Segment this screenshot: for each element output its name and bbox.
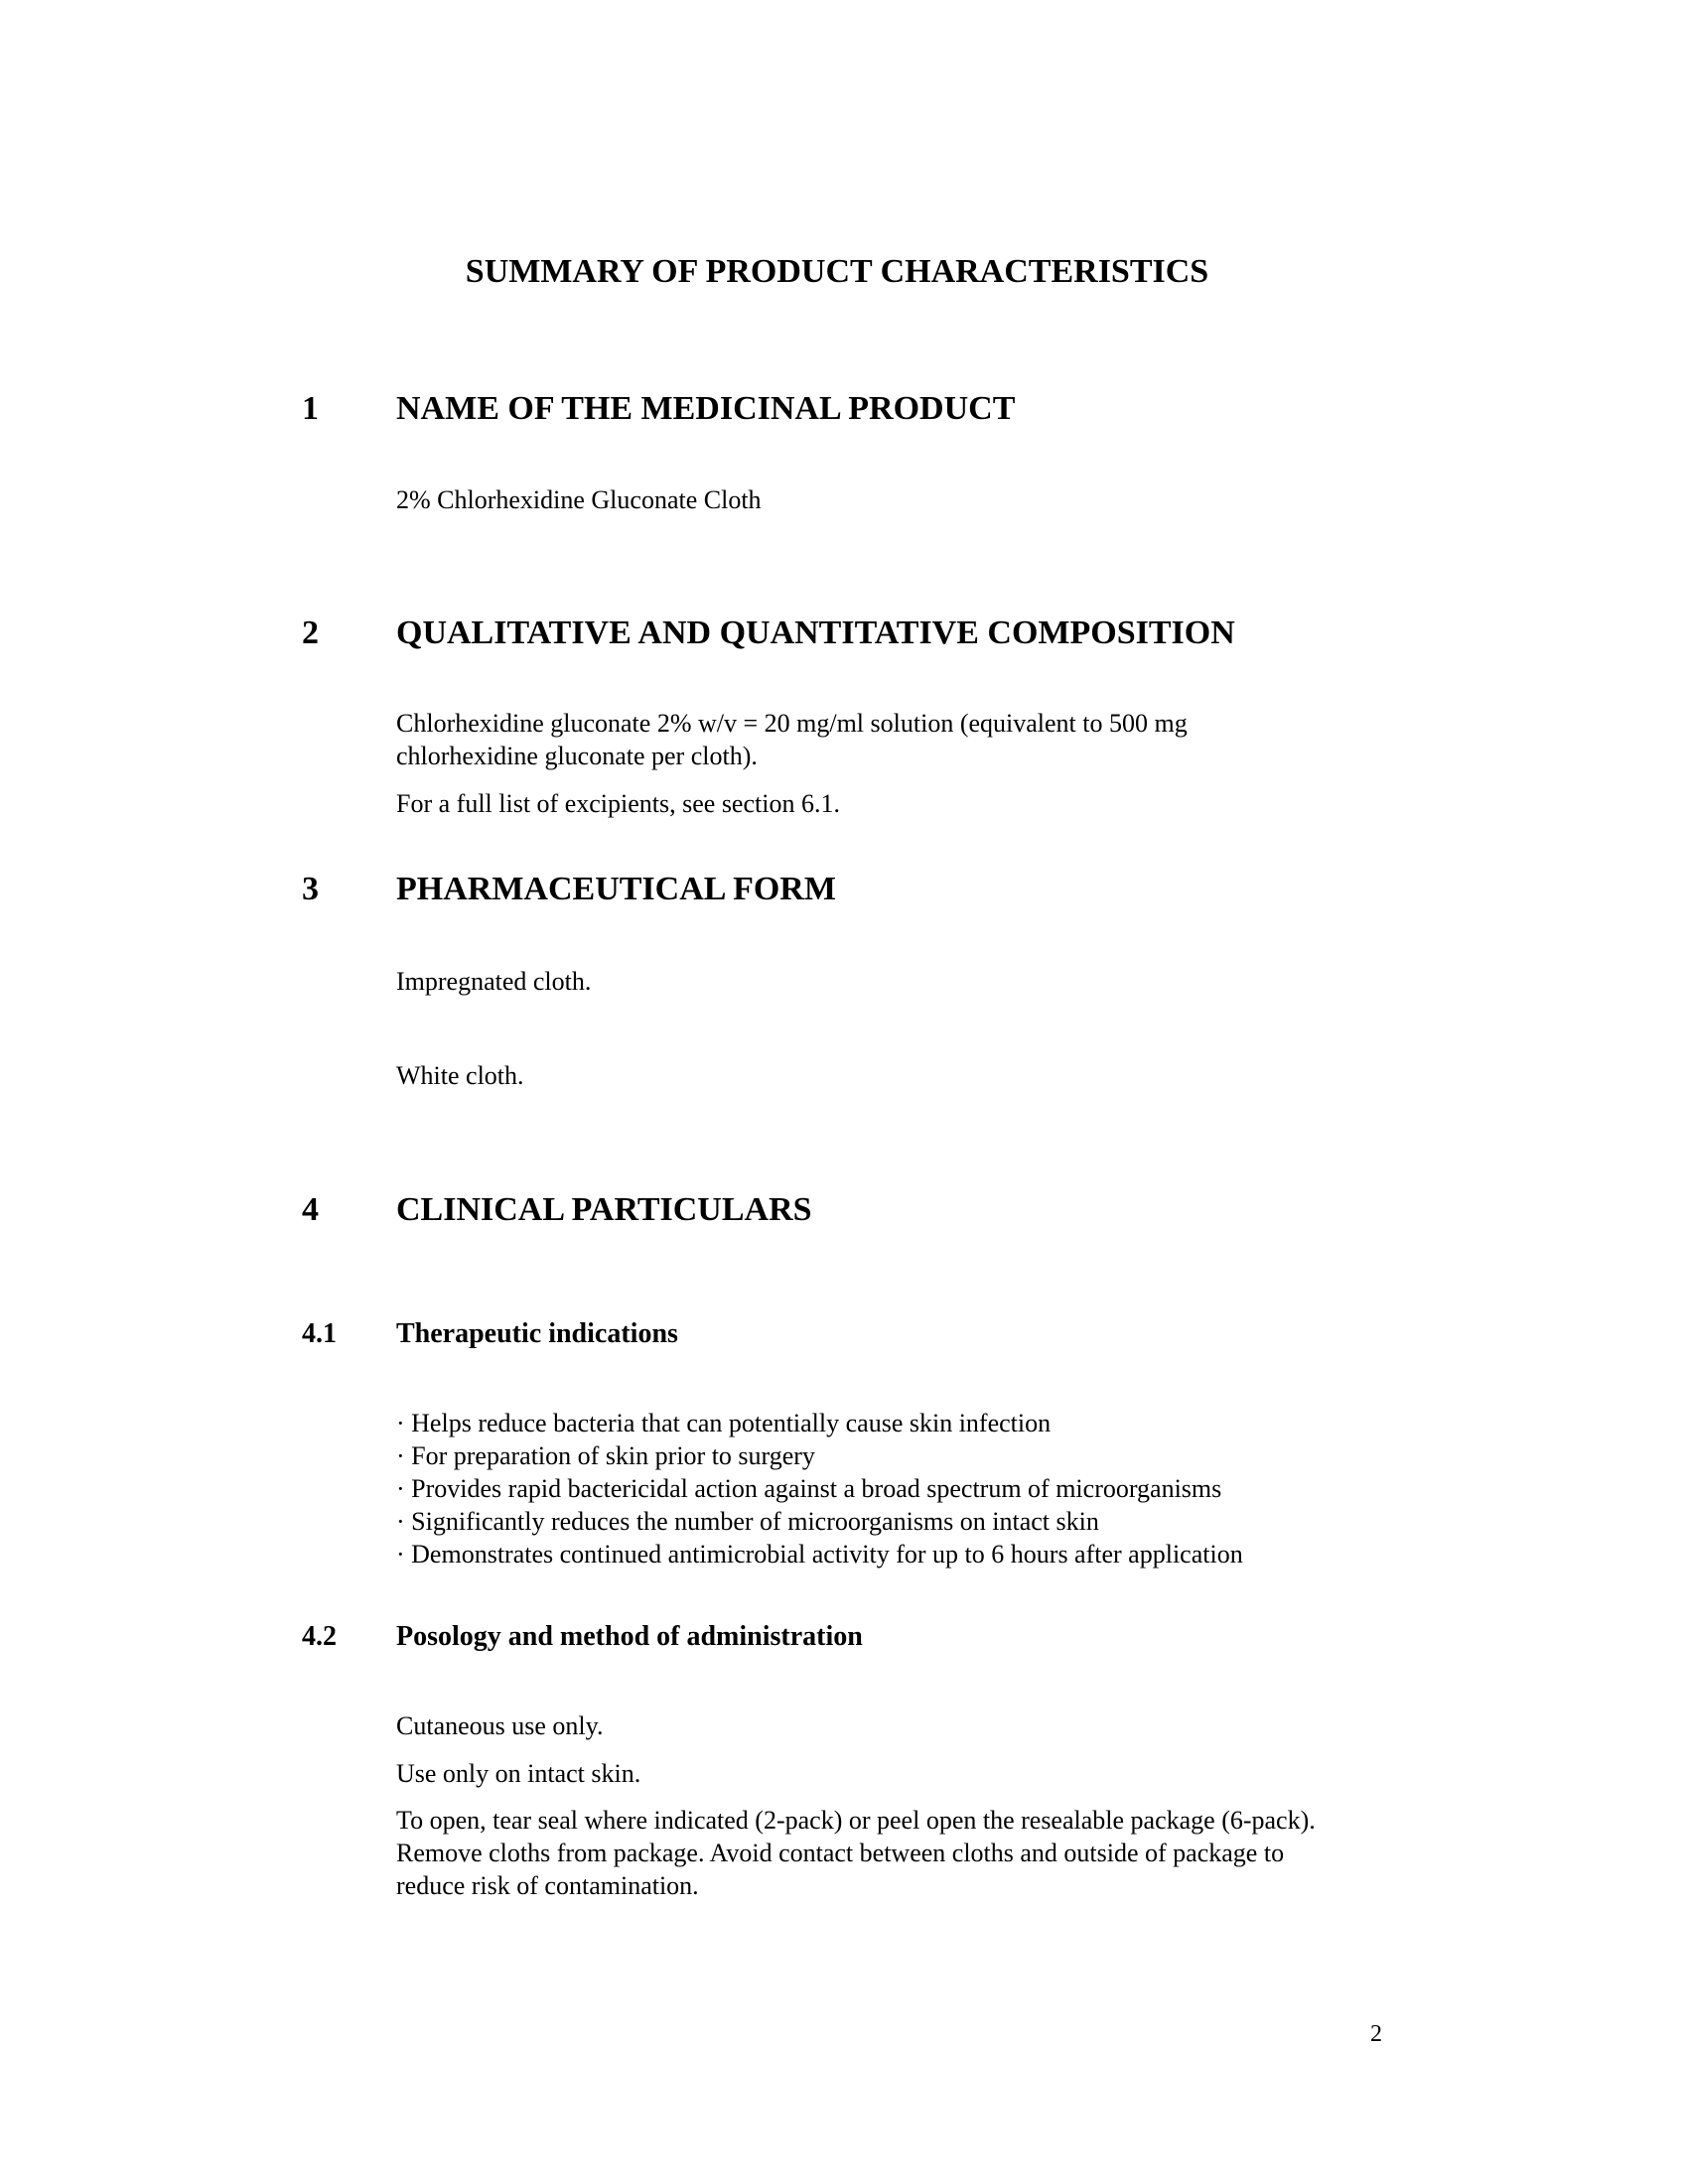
subsection-4-1-title: Therapeutic indications xyxy=(396,1318,678,1349)
section-1-title: NAME OF THE MEDICINAL PRODUCT xyxy=(396,390,1016,427)
section-2-paragraph-2: For a full list of excipients, see section 6.1. xyxy=(396,789,840,818)
section-2-number: 2 xyxy=(302,614,319,651)
subsection-4-2-number: 4.2 xyxy=(302,1621,337,1652)
list-item: · Significantly reduces the number of microorganisms on intact skin xyxy=(396,1507,1099,1536)
section-3-title: PHARMACEUTICAL FORM xyxy=(396,871,836,907)
section-1-number: 1 xyxy=(302,390,319,427)
subsection-4-2-paragraph-2: Use only on intact skin. xyxy=(396,1759,641,1788)
list-item: · Demonstrates continued antimicrobial activity for up to 6 hours after application xyxy=(396,1540,1243,1569)
section-3-paragraph-2: White cloth. xyxy=(396,1061,524,1090)
subsection-4-2-paragraph-1: Cutaneous use only. xyxy=(396,1711,604,1740)
list-item: · Provides rapid bactericidal action against a broad spectrum of microorganisms xyxy=(396,1474,1222,1503)
page-number: 2 xyxy=(1370,2021,1382,2047)
section-2-title: QUALITATIVE AND QUANTITATIVE COMPOSITION xyxy=(396,614,1235,651)
subsection-4-2-paragraph-3: To open, tear seal where indicated (2-pack) or peel open the resealable package (6-pack). Remove cloths from package. Avoid contact between cloths and outside of package to reduce risk of contamination. xyxy=(396,1806,1316,1900)
document-title: SUMMARY OF PRODUCT CHARACTERISTICS xyxy=(465,253,1209,290)
subsection-4-1-number: 4.1 xyxy=(302,1318,337,1349)
section-4-title: CLINICAL PARTICULARS xyxy=(396,1191,812,1228)
section-3-paragraph-1: Impregnated cloth. xyxy=(396,967,592,996)
therapeutic-indications-list xyxy=(396,1407,1349,1570)
list-item: · For preparation of skin prior to surgery xyxy=(396,1441,815,1470)
list-item: · Helps reduce bacteria that can potentially cause skin infection xyxy=(396,1409,1052,1437)
section-4-number: 4 xyxy=(302,1191,319,1228)
subsection-4-2-title: Posology and method of administration xyxy=(396,1621,863,1652)
section-2-paragraph-1: Chlorhexidine gluconate 2% w/v = 20 mg/ml solution (equivalent to 500 mg chlorhexidine gluconate per cloth). xyxy=(396,709,1188,770)
section-3-number: 3 xyxy=(302,871,319,907)
section-1-paragraph-1: 2% Chlorhexidine Gluconate Cloth xyxy=(396,485,762,514)
